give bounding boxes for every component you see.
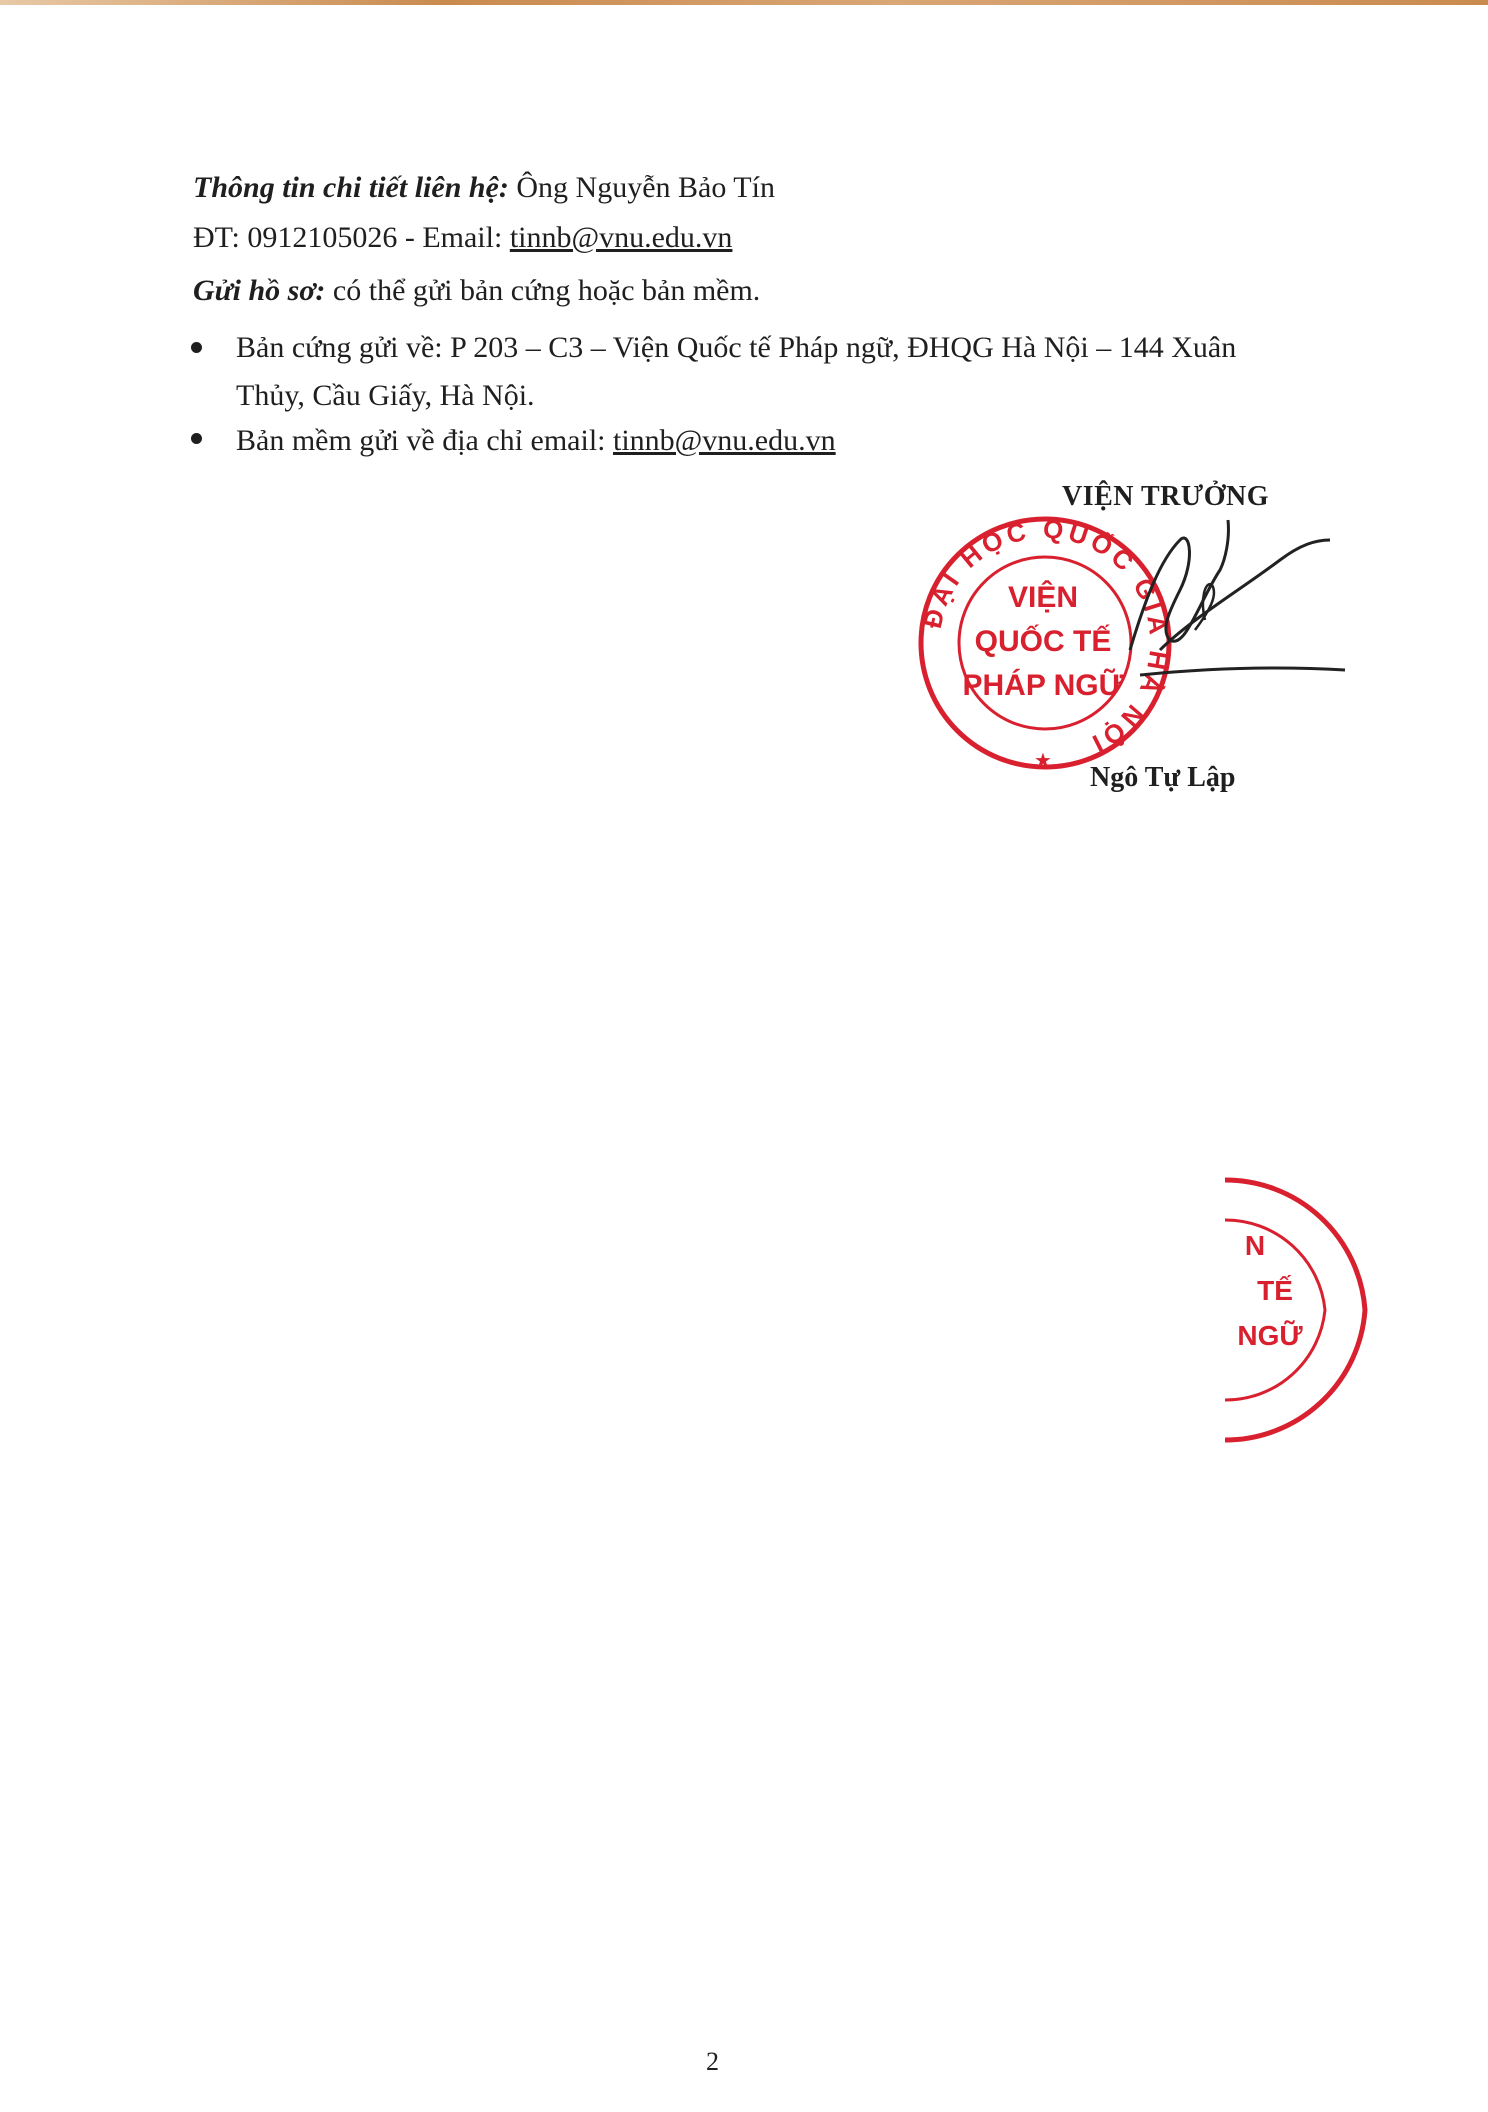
stamp-center-line-3: PHÁP NGỮ — [962, 669, 1124, 702]
contact-name: Ông Nguyễn Bảo Tín — [516, 171, 775, 204]
partial-stamp-line-2: TẾ — [1257, 1275, 1293, 1306]
bullet-dot — [191, 433, 202, 444]
contact-email-link[interactable]: tinnb@vnu.edu.vn — [509, 221, 733, 254]
partial-seal-stamp — [1215, 1160, 1390, 1460]
bullet-soft-copy — [236, 421, 836, 461]
soft-copy-email-link[interactable]: tinnb@vnu.edu.vn — [613, 424, 836, 457]
soft-copy-text: Bản mềm gửi về địa chỉ email: — [236, 424, 613, 457]
signature-title: VIỆN TRƯỞNG — [1062, 481, 1269, 512]
submission-text: có thể gửi bản cứng hoặc bản mềm. — [332, 274, 761, 307]
phone-text: ĐT: 0912105026 - Email: — [193, 221, 510, 254]
bullet-hard-copy-line1: Bản cứng gửi về: P 203 – C3 – Viện Quốc tế Pháp ngữ, ĐHQG Hà Nội – 144 Xuân — [236, 331, 1237, 364]
page-number: 2 — [706, 2047, 719, 2076]
signer-name: Ngô Tự Lập — [1090, 762, 1236, 793]
phone-email-line — [193, 218, 732, 258]
page-top-edge — [0, 0, 1488, 5]
contact-label: Thông tin chi tiết liên hệ: — [193, 171, 509, 204]
bullet-hard-copy-line2: Thủy, Cầu Giấy, Hà Nội. — [236, 379, 535, 412]
stamp-center-line-1: VIỆN — [1007, 581, 1079, 614]
stamp-center-line-2: QUỐC TẾ — [974, 625, 1112, 658]
submission-line — [193, 271, 760, 311]
contact-line — [193, 168, 775, 208]
stamp-star: ★ — [1034, 750, 1052, 772]
handwritten-signature — [1100, 500, 1360, 730]
partial-stamp-line-3: NGỮ — [1237, 1320, 1303, 1351]
partial-stamp-line-1: N — [1244, 1230, 1266, 1261]
submission-label: Gửi hồ sơ: — [193, 274, 326, 307]
bullet-dot — [191, 342, 202, 353]
stamp-ring-text: ĐẠI HỌC QUỐC GIA HÀ NỘI — [916, 513, 1175, 761]
